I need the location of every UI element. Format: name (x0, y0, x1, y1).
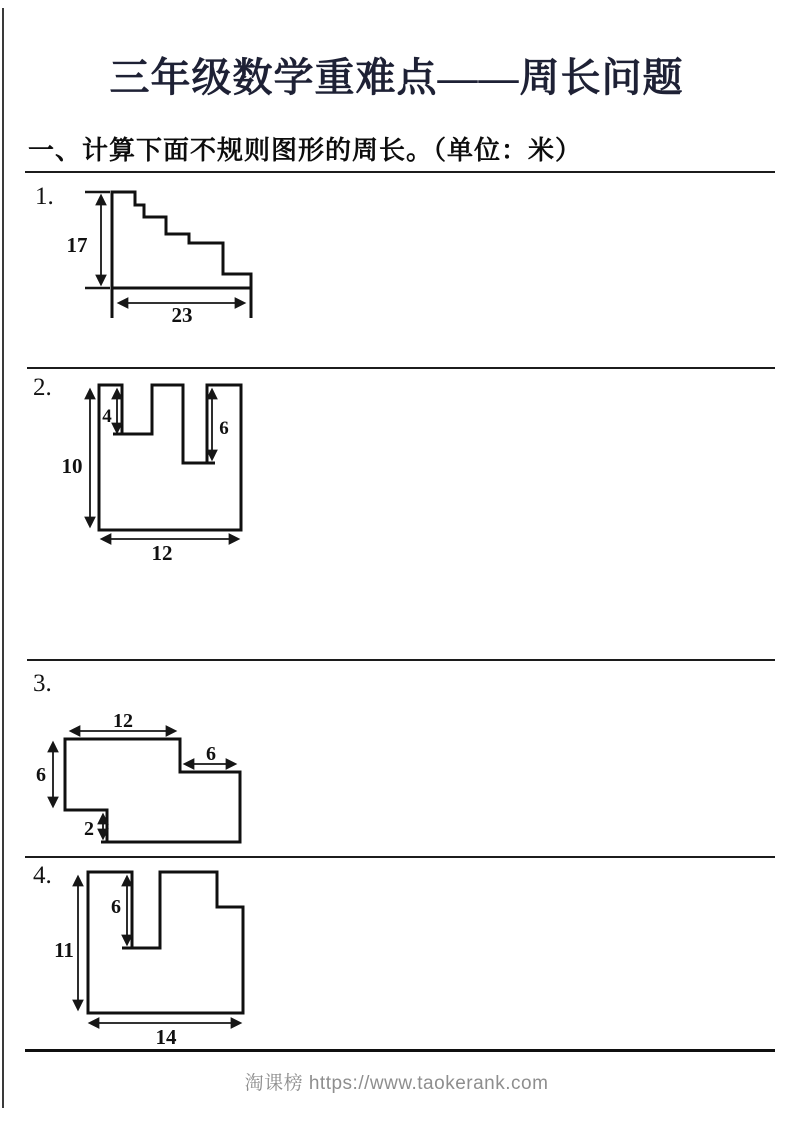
separator-line (25, 856, 775, 858)
dim-label-left-notch: 4 (102, 406, 112, 427)
separator-line (25, 171, 775, 173)
shape-outline (99, 385, 241, 530)
figure-1-staircase (60, 183, 275, 325)
dim-label-height: 17 (66, 233, 88, 257)
problem-3-number: 3. (33, 670, 52, 697)
problem-1-number: 1. (35, 183, 54, 210)
dim-label-width: 12 (151, 541, 173, 565)
dim-label-top-width: 12 (113, 710, 133, 732)
page-title: 三年级数学重难点——周长问题 (109, 55, 684, 100)
dim-label-height: 10 (61, 454, 83, 478)
dim-label-right-notch: 6 (219, 418, 229, 439)
shape-outline (88, 872, 243, 1013)
dim-label-notch: 6 (111, 896, 121, 918)
separator-line-bottom (25, 1049, 775, 1052)
scan-left-border (2, 8, 4, 1108)
dim-label-step: 2 (84, 818, 94, 840)
shape-outline (112, 192, 251, 288)
problem-4-number: 4. (33, 862, 52, 889)
separator-line (27, 367, 775, 369)
dim-label-width: 14 (155, 1025, 177, 1046)
section-heading: 一、计算下面不规则图形的周长。（单位：米） (28, 136, 583, 165)
figure-3-step-block (30, 705, 255, 853)
dim-label-width: 23 (171, 303, 193, 325)
separator-line (27, 659, 775, 661)
dim-label-height: 11 (54, 938, 74, 962)
figure-4-notched-step-block (50, 863, 265, 1046)
figure-2-notched-rectangle (55, 376, 255, 566)
footer-watermark: 淘课榜 https://www.taokerank.com (244, 1073, 549, 1094)
dim-label-right-width: 6 (206, 743, 216, 765)
problem-2-number: 2. (33, 374, 52, 401)
dim-label-left-height: 6 (36, 764, 46, 786)
